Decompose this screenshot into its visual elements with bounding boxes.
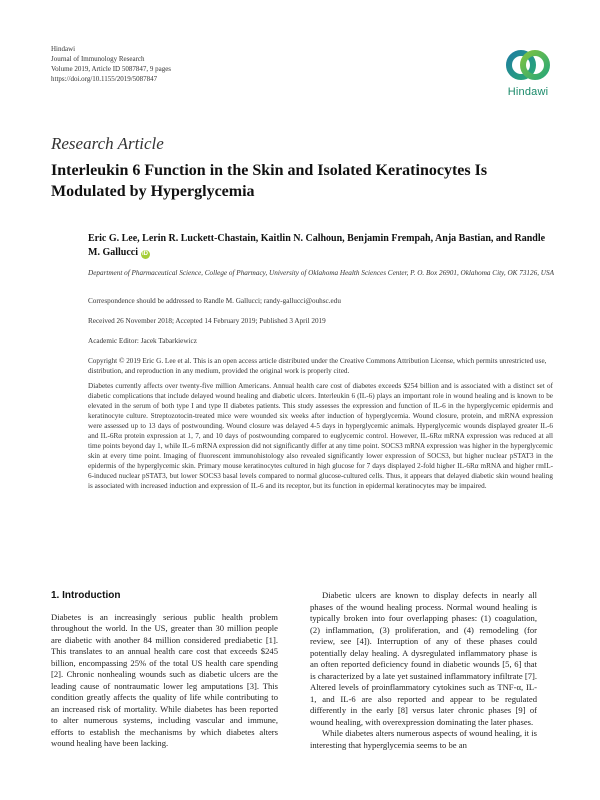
article-type: Research Article <box>51 134 164 153</box>
publication-dates: Received 26 November 2018; Accepted 14 February 2019; Published 3 April 2019 <box>88 317 326 325</box>
correspondence: Correspondence should be addressed to Randle M. Gallucci; randy-gallucci@ouhsc.edu <box>88 297 341 305</box>
authors-text[interactable]: Eric G. Lee, Lerin R. Luckett-Chastain, Kaitlin N. Calhoun, Benjamin Frempah, Anja Bastian, and Randle M. Gallucci <box>88 233 546 258</box>
section-heading: 1. Introduction <box>51 590 121 601</box>
logo-brand-text: Hindawi <box>507 86 549 98</box>
academic-editor: Academic Editor: Jacek Tabarkiewicz <box>88 337 197 345</box>
body-paragraph: Diabetes is an increasingly serious public health problem throughout the world. In the US, greater than 30 million people are diabetic with another 84 million considered prediabetic [1]. This translates to an annual health care cost that exceeds $245 billion, encompassing 25% of the total US health care spending [2]. Chronic nonhealing wounds such as diabetic ulcers are the leading cause of nontraumatic lower leg amputations [3]. This condition greatly affects the quality of life while contributing to an increased risk of mortality. While diabetes has been reported to alter numerous systems, including vascular and immune, efforts to establish the mechanisms by which diabetes alters wound healing have been lacking. <box>51 611 278 748</box>
affiliation: Department of Pharmaceutical Science, College of Pharmacy, University of Oklahoma Health Sciences Center, P. O. Box 26901, Oklahoma City, OK 73126, USA <box>88 269 554 277</box>
copyright-notice: Copyright © 2019 Eric G. Lee et al. This is an open access article distributed under the Creative Commons Attribution License, which permits unrestricted use, distribution, and reproduction in any medium, provided the original work is properly cited. <box>88 357 547 375</box>
article-title: Interleukin 6 Function in the Skin and Isolated Keratinocytes Is Modulated by Hyperglycemia <box>51 162 488 200</box>
journal-info <box>51 44 171 84</box>
body-column-left <box>51 590 278 750</box>
hindawi-logo[interactable] <box>498 46 558 106</box>
publisher-name: Hindawi <box>51 45 76 53</box>
body-column-right <box>310 590 537 751</box>
doi-link[interactable]: https://doi.org/10.1155/2019/5087847 <box>51 75 158 83</box>
orcid-icon[interactable]: iD <box>142 251 148 257</box>
body-paragraph: While diabetes alters numerous aspects of wound healing, it is interesting that hyperglycemia seems to be an <box>310 728 537 750</box>
volume-line: Volume 2019, Article ID 5087847, 9 pages <box>51 65 172 73</box>
journal-name: Journal of Immunology Research <box>51 55 145 63</box>
hindawi-logo-icon <box>505 46 551 84</box>
abstract: Diabetes currently affects over twenty-five million Americans. Annual health care cost of diabetes exceeds $254 billion and is associated with a distinct set of diabetic complications that include delayed wound healing and diabetic ulcers. Interleukin 6 (IL-6) plays an important role in wound healing and is known to be elevated in the serum of both type I and type II diabetes patients. This study assesses the expression and function of IL-6 in the hyperglycemic epidermis and keratinocyte culture. Streptozotocin-treated mice were wounded six weeks after induction of hyperglycemia. Wound closure, protein, and mRNA expression were assessed up to 13 days of postwounding. Wound closure was delayed 4-5 days in hyperglycemic animals. Hyperglycemic wounds displayed greater IL-6 and IL-6Rα protein expression at 1, 7, and 10 days of postwounding compared to euglycemic control. However, IL-6Rα mRNA expression was reduced at all time points beyond day 1, while IL-6 mRNA expression did not significantly differ at any time point. SOCS3 mRNA expression was higher in the hyperglycemic skin at every time point. Imaging of fluorescent immunohistology also revealed significantly lower expression of SOCS3, but higher nuclear pSTAT3 in the epidermis of the hyperglycemic skin. Primary mouse keratinocytes cultured in high glucose for 7 days displayed 2-fold higher IL-6Rα mRNA and higher rmIL-6-induced nuclear pSTAT3, but lower SOCS3 basal levels compared to normal glucose-cultured cells. Thus, it appears that delayed diabetic skin wound healing is associated with increased induction and expression of IL-6 and its receptor, but its function in epidermal keratinocytes may be impaired. <box>88 382 553 490</box>
body-paragraph: Diabetic ulcers are known to display defects in nearly all phases of the wound healing process. Normal wound healing is typically broken into four overlapping phases: (1) coagulation, (2) inflammation, (3) proliferation, and (4) remodeling (for review, see [4]). Interruption of any of these phases could potentially delay healing. A dysregulated inflammatory phase is an often reported deficiency found in diabetic wounds [5, 6] that is characterized by a late yet sustained inflammatory infiltrate [7]. Altered levels of proinflammatory cytokines such as TNF-α, IL-1, and IL-6 are also reported and appear to be regulated differently in the early [8] versus later chronic phases [9] of wound healing, with overexpression dominating the later phases. <box>310 590 537 727</box>
author-list <box>88 232 558 260</box>
